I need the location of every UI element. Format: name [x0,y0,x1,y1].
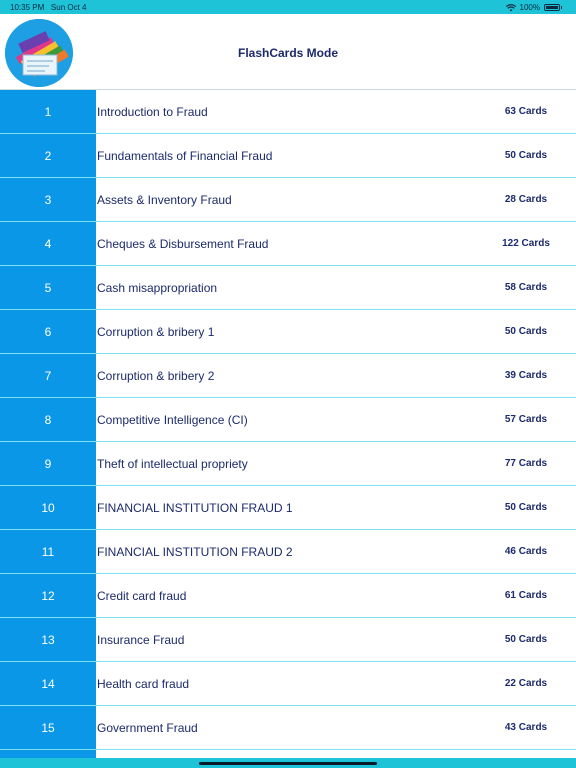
list-item[interactable] [0,266,576,310]
item-title: Fundamentals of Financial Fraud [97,148,273,163]
item-title: Introduction to Fraud [97,104,208,119]
item-card-count: 63 Cards [504,106,548,117]
item-card-count: 43 Cards [504,722,548,733]
item-title: FINANCIAL INSTITUTION FRAUD 1 [97,500,293,515]
item-number: 14 [0,662,96,705]
item-card-count: 22 Cards [504,678,548,689]
item-title: Theft of intellectual propriety [97,456,248,471]
list-item[interactable] [0,310,576,354]
item-number: 6 [0,310,96,353]
battery-icon [544,4,560,11]
status-bar [0,0,576,14]
list-item[interactable] [0,750,576,758]
item-title: Competitive Intelligence (CI) [97,412,248,427]
wifi-icon [506,4,516,12]
item-title: Insurance Fraud [97,632,185,647]
item-card-count: 50 Cards [504,502,548,513]
item-title: FINANCIAL INSTITUTION FRAUD 2 [97,544,293,559]
item-card-count: 57 Cards [504,414,548,425]
item-card-count: 50 Cards [504,150,548,161]
status-date: Sun Oct 4 [50,3,87,12]
item-number: 3 [0,178,96,221]
list-item[interactable] [0,222,576,266]
item-title [96,750,476,758]
item-card-count: 39 Cards [504,370,548,381]
battery-cap [561,6,562,9]
item-number: 15 [0,706,96,749]
item-card-count: 61 Cards [504,590,548,601]
list-item[interactable] [0,530,576,574]
item-card-count: 50 Cards [504,326,548,337]
flashcard-deck-list [0,90,576,758]
item-card-count: 58 Cards [504,282,548,293]
item-number: 11 [0,530,96,573]
home-indicator[interactable] [199,762,377,765]
item-card-count [476,750,576,758]
list-item[interactable] [0,618,576,662]
list-item[interactable] [0,90,576,134]
item-number: 12 [0,574,96,617]
list-item[interactable] [0,662,576,706]
item-number: 4 [0,222,96,265]
list-item[interactable] [0,706,576,750]
item-number: 13 [0,618,96,661]
item-title: Corruption & bribery 1 [97,324,215,339]
item-number: 8 [0,398,96,441]
item-card-count: 50 Cards [504,634,548,645]
item-number: 5 [0,266,96,309]
item-title: Credit card fraud [97,588,187,603]
list-item[interactable] [0,354,576,398]
item-card-count: 77 Cards [504,458,548,469]
list-item[interactable] [0,178,576,222]
item-title: Assets & Inventory Fraud [97,192,232,207]
item-number: 1 [0,90,96,133]
list-item[interactable] [0,574,576,618]
item-card-count: 46 Cards [504,546,548,557]
battery-percent: 100% [519,3,540,12]
item-title: Health card fraud [97,676,190,691]
item-card-count: 122 Cards [502,238,550,249]
item-number: 9 [0,442,96,485]
item-number: 2 [0,134,96,177]
status-time-date [10,3,87,12]
status-right [506,3,562,12]
list-item[interactable] [0,442,576,486]
item-title: Government Fraud [97,720,198,735]
status-time: 10:35 PM [10,3,45,12]
item-title: Cheques & Disbursement Fraud [97,236,269,251]
item-title: Cash misappropriation [97,280,218,295]
item-card-count: 28 Cards [504,194,548,205]
list-item[interactable] [0,134,576,178]
item-number [0,750,96,758]
bottom-bar [0,758,576,768]
list-item[interactable] [0,486,576,530]
page-title: FlashCards Mode [237,46,339,60]
item-title: Corruption & bribery 2 [97,368,215,383]
item-number: 7 [0,354,96,397]
list-item[interactable] [0,398,576,442]
item-number: 10 [0,486,96,529]
header [0,14,576,90]
